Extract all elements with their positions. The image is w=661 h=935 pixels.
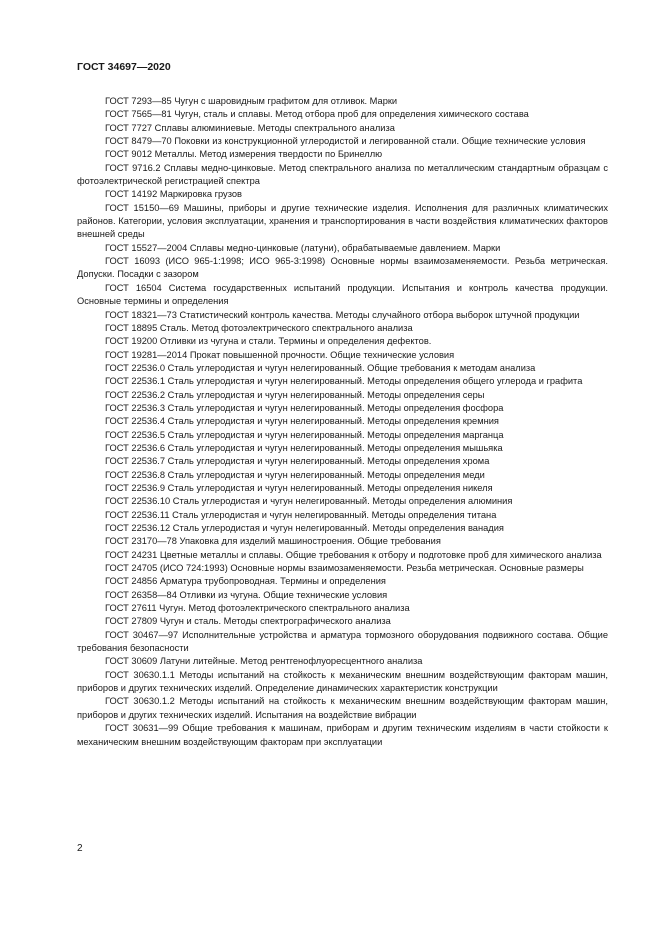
reference-entry: ГОСТ 22536.11 Сталь углеродистая и чугун нелегированный. Методы определения титана bbox=[105, 509, 497, 520]
reference-entry: ГОСТ 26358—84 Отливки из чугуна. Общие технические условия bbox=[105, 589, 388, 600]
reference-entry: ГОСТ 8479—70 Поковки из конструкционной углеродистой и легированной стали. Общие технические условия bbox=[105, 136, 586, 147]
reference-entry: ГОСТ 24705 (ИСО 724:1993) Основные нормы взаимозаменяемости. Резьба метрическая. Основные размеры bbox=[105, 563, 584, 574]
reference-entry: ГОСТ 23170—78 Упаковка для изделий машиностроения. Общие требования bbox=[105, 536, 441, 547]
reference-entry: ГОСТ 18895 Сталь. Метод фотоэлектрического спектрального анализа bbox=[105, 322, 413, 333]
reference-entry: ГОСТ 22536.2 Сталь углеродистая и чугун нелегированный. Методы определения серы bbox=[105, 389, 485, 400]
reference-entry: ГОСТ 22536.7 Сталь углеродистая и чугун нелегированный. Методы определения хрома bbox=[105, 456, 490, 467]
reference-entry: ГОСТ 22536.10 Сталь углеродистая и чугун нелегированный. Методы определения алюминия bbox=[105, 496, 513, 507]
reference-entry: ГОСТ 9716.2 Сплавы медно-цинковые. Метод спектрального анализа по металлическим стандартным образцам с фотоэлектрической регистрацией спектра bbox=[77, 162, 608, 187]
normative-references-list bbox=[77, 95, 608, 749]
reference-entry: ГОСТ 19281—2014 Прокат повышенной прочности. Общие технические условия bbox=[105, 349, 455, 360]
page-number: 2 bbox=[77, 843, 83, 854]
reference-entry: ГОСТ 30609 Латуни литейные. Метод рентгенофлуоресцентного анализа bbox=[105, 656, 423, 667]
reference-entry: ГОСТ 30630.1.2 Методы испытаний на стойкость к механическим внешним воздействующим факторам машин, приборов и других технических изделий. Испытания на воздействие вибрации bbox=[77, 696, 608, 720]
reference-entry: ГОСТ 22536.3 Сталь углеродистая и чугун нелегированный. Методы определения фосфора bbox=[105, 402, 504, 413]
reference-entry: ГОСТ 27809 Чугун и сталь. Методы спектрографического анализа bbox=[105, 616, 391, 627]
reference-entry: ГОСТ 16504 Система государственных испытаний продукции. Испытания и контроль качества продукции. Основные термины и определения bbox=[77, 282, 608, 307]
reference-entry: ГОСТ 15150—69 Машины, приборы и другие технические изделия. Исполнения для различных климатических районов. Категории, условия эксплуатации, хранения и транспортирования в части воздействия климатических факторов внешней среды bbox=[77, 202, 608, 240]
reference-entry: ГОСТ 18321—73 Статистический контроль качества. Методы случайного отбора выборок штучной продукции bbox=[105, 309, 580, 320]
reference-entry: ГОСТ 22536.0 Сталь углеродистая и чугун нелегированный. Общие требования к методам анализа bbox=[105, 362, 536, 373]
reference-entry: ГОСТ 22536.8 Сталь углеродистая и чугун нелегированный. Методы определения меди bbox=[105, 469, 485, 480]
reference-entry: ГОСТ 22536.12 Сталь углеродистая и чугун нелегированный. Методы определения ванадия bbox=[105, 523, 504, 533]
reference-entry: ГОСТ 16093 (ИСО 965-1:1998; ИСО 965-3:1998) Основные нормы взаимозаменяемости. Резьба метрическая. Допуски. Посадки с зазором bbox=[77, 256, 608, 280]
reference-entry: ГОСТ 7565—81 Чугун, сталь и сплавы. Метод отбора проб для определения химического состава bbox=[105, 109, 529, 120]
reference-entry: ГОСТ 22536.6 Сталь углеродистая и чугун нелегированный. Методы определения мышьяка bbox=[105, 442, 503, 453]
reference-entry: ГОСТ 27611 Чугун. Метод фотоэлектрического спектрального анализа bbox=[105, 603, 410, 614]
reference-entry: ГОСТ 22536.5 Сталь углеродистая и чугун нелегированный. Методы определения марганца bbox=[105, 429, 504, 440]
reference-entry: ГОСТ 7293—85 Чугун с шаровидным графитом для отливок. Марки bbox=[105, 96, 398, 106]
reference-entry: ГОСТ 24231 Цветные металлы и сплавы. Общие требования к отбору и подготовке проб для химического анализа bbox=[105, 549, 602, 560]
reference-entry: ГОСТ 30631—99 Общие требования к машинам, приборам и другим техническим изделиям в части стойкости к механическим внешним воздействующим факторам при эксплуатации bbox=[77, 723, 608, 747]
reference-entry: ГОСТ 19200 Отливки из чугуна и стали. Термины и определения дефектов. bbox=[105, 336, 432, 347]
reference-entry: ГОСТ 22536.4 Сталь углеродистая и чугун нелегированный. Методы определения кремния bbox=[105, 416, 499, 427]
reference-entry: ГОСТ 30630.1.1 Методы испытаний на стойкость к механическим внешним воздействующим факторам машин, приборов и других технических изделий. Определение динамических характеристик конструкции bbox=[77, 669, 608, 694]
reference-entry: ГОСТ 14192 Маркировка грузов bbox=[105, 189, 242, 200]
reference-entry: ГОСТ 22536.9 Сталь углеродистая и чугун нелегированный. Методы определения никеля bbox=[105, 482, 493, 493]
document-code-header: ГОСТ 34697—2020 bbox=[77, 61, 171, 73]
reference-entry: ГОСТ 15527—2004 Сплавы медно-цинковые (латуни), обрабатываемые давлением. Марки bbox=[105, 242, 501, 253]
reference-entry: ГОСТ 22536.1 Сталь углеродистая и чугун нелегированный. Методы определения общего углерода и графита bbox=[105, 376, 583, 387]
reference-entry: ГОСТ 7727 Сплавы алюминиевые. Методы спектрального анализа bbox=[105, 122, 395, 133]
reference-entry: ГОСТ 24856 Арматура трубопроводная. Термины и определения bbox=[105, 576, 386, 587]
reference-entry: ГОСТ 30467—97 Исполнительные устройства и арматура тормозного оборудования подвижного состава. Общие требования безопасности bbox=[77, 629, 608, 654]
reference-entry: ГОСТ 9012 Металлы. Метод измерения твердости по Бринеллю bbox=[105, 149, 383, 160]
